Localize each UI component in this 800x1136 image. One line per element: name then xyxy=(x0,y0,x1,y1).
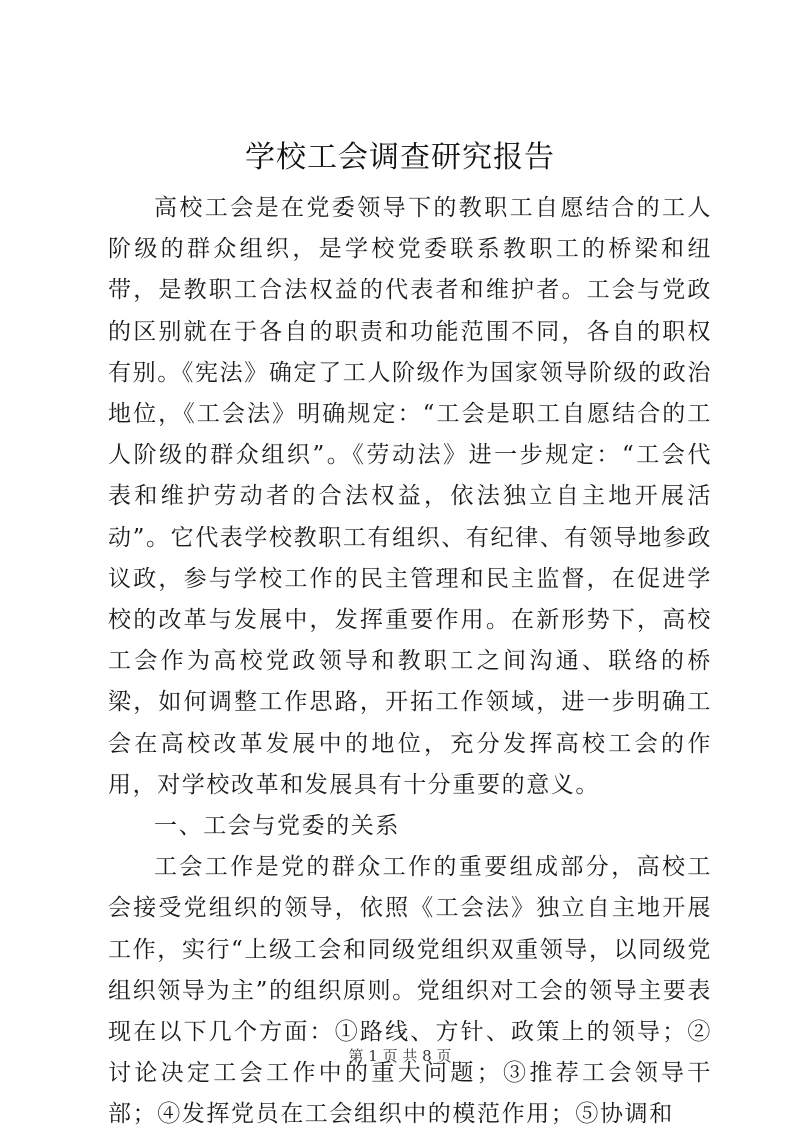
page-footer: 第 1 页 共 8 页 xyxy=(348,1047,452,1065)
intro-paragraph: 高校工会是在党委领导下的教职工自愿结合的工人阶级的群众组织，是学校党委联系教职工的桥梁和纽带，是教职工合法权益的代表者和维护者。工会与党政的区别就在于各自的职责和功能范围不同，各自的职权有别。《宪法》确定了工人阶级作为国家领导阶级的政治地位，《工会法》明确规定：“工会是职工自愿结合的工人阶级的群众组织”。《劳动法》进一步规定：“工会代表和维护劳动者的合法权益，依法独立自主地开展活动”。它代表学校教职工有组织、有纪律、有领导地参政议政，参与学校工作的民主管理和民主监督，在促进学校的改革与发展中，发挥重要作用。在新形势下，高校工会作为高校党政领导和教职工之间沟通、联络的桥梁，如何调整工作思路，开拓工作领域，进一步明确工会在高校改革发展中的地位，充分发挥高校工会的作用，对学校改革和发展具有十分重要的意义。 xyxy=(108,195,712,798)
document-body xyxy=(108,188,712,1136)
document-title: 学校工会调查研究报告 xyxy=(245,140,555,175)
section-heading: 一、工会与党委的关系 xyxy=(154,813,400,840)
section-paragraph: 工会工作是党的群众工作的重要组成部分，高校工会接受党组织的领导，依照《工会法》独立自主地开展工作，实行“上级工会和同级党组织双重领导，以同级党组织领导为主”的组织原则。党组织对工会的领导主要表现在以下几个方面：①路线、方针、政策上的领导；②讨论决定工会工作中的重大问题；③推荐工会领导干部；④发挥党员在工会组织中的模范作用；⑤协调和 xyxy=(108,854,712,1128)
